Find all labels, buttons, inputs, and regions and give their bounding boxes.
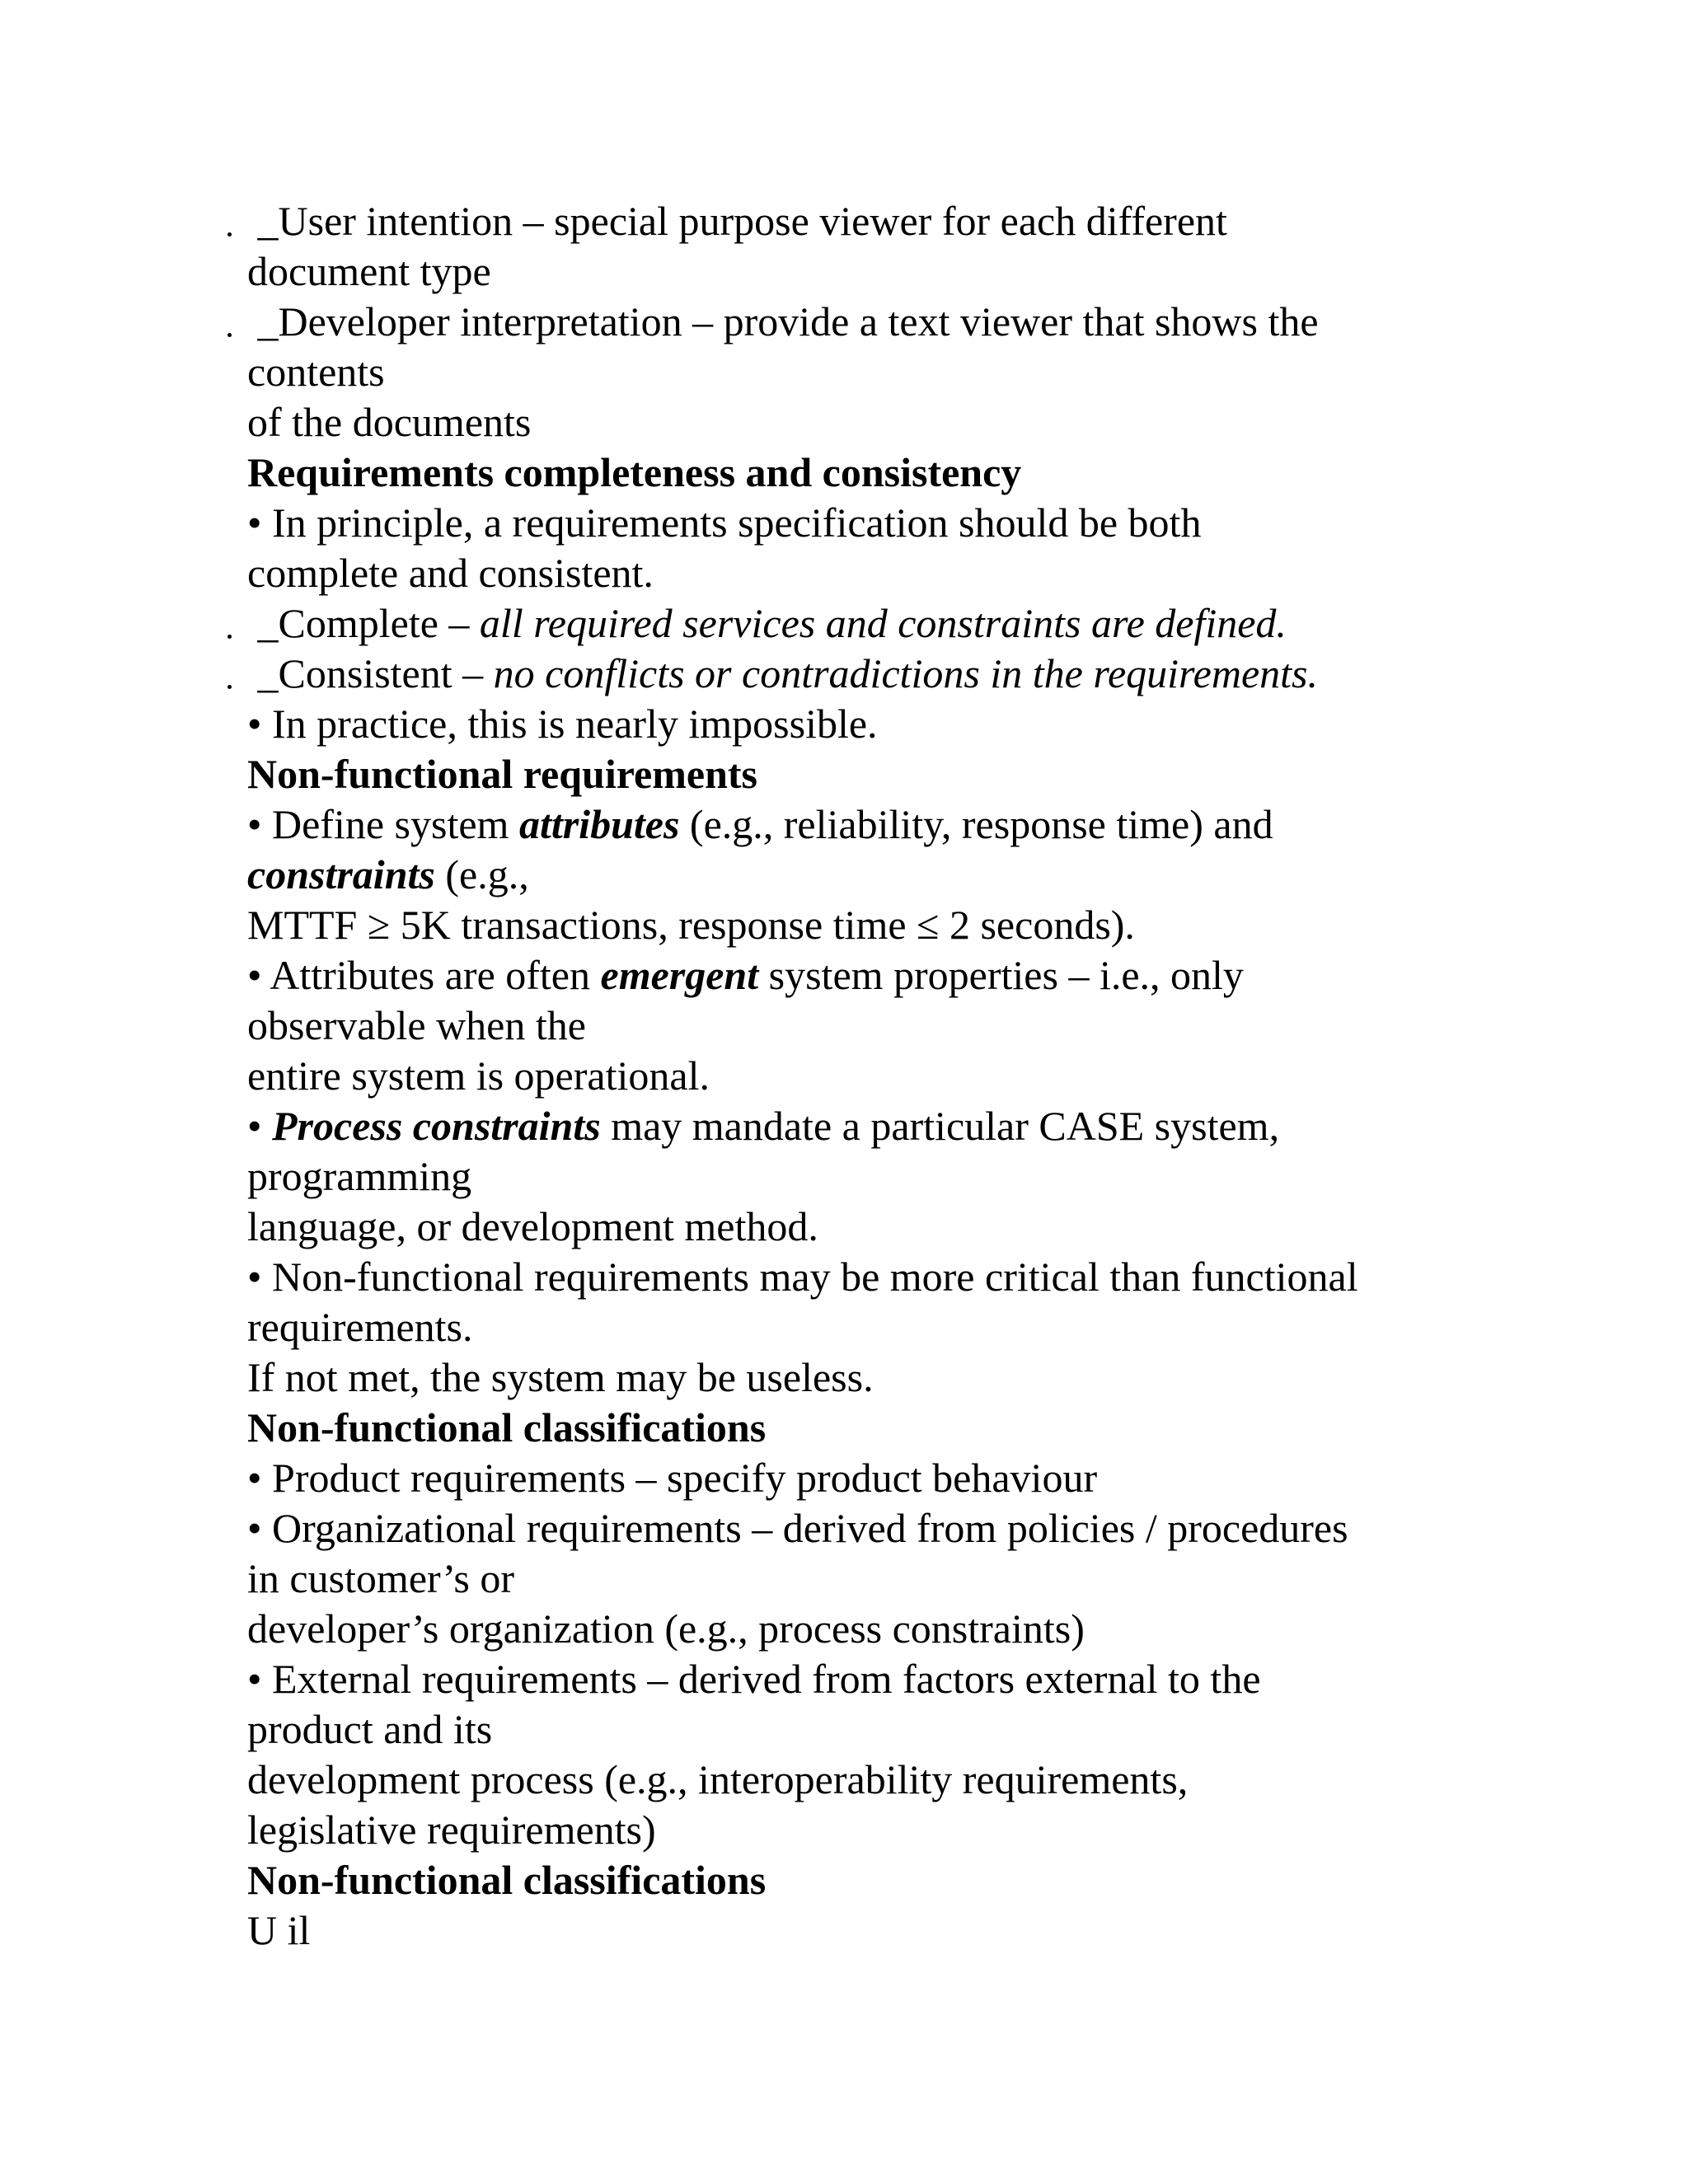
text-line [247,950,1484,1001]
text-segment: product and its [247,1706,493,1752]
text-segment: _Consistent – [247,650,494,696]
text-line [247,1604,1484,1654]
text-segment: system properties – i.e., only [758,952,1244,998]
text-segment: • External requirements – derived from factors external to the [247,1656,1261,1702]
text-line [247,1101,1484,1151]
text-line [247,699,1484,749]
emphasis-segment: Non-functional classifications [247,1404,767,1451]
text-line [247,1503,1484,1554]
text-line [247,498,1484,548]
text-line [247,1051,1484,1101]
text-line [247,1001,1484,1051]
text-segment: development process (e.g., interoperability requirements, [247,1756,1189,1802]
text-segment: _Complete – [247,600,480,646]
text-segment: complete and consistent. [247,550,654,596]
emphasis-segment: all required services and constraints are defined. [479,600,1287,646]
emphasis-segment: Requirements completeness and consistency [247,449,1022,495]
text-line [247,1252,1484,1302]
emphasis-segment: Process constraints [272,1103,601,1149]
text-segment: _User intention – special purpose viewer for each different [247,198,1227,244]
text-segment: • [247,1103,273,1149]
text-segment: legislative requirements) [247,1807,656,1853]
text-line [247,548,1484,598]
text-segment: • Non-functional requirements may be more critical than functional [247,1254,1358,1300]
text-line [247,850,1484,900]
text-segment: document type [247,248,491,294]
text-line [247,246,1484,297]
section-heading [247,1855,1484,1905]
text-line [247,900,1484,950]
text-line [247,1202,1484,1252]
text-line [247,1805,1484,1855]
bullet-dot-icon [227,232,232,237]
text-line [247,347,1484,397]
text-segment: U il [247,1907,311,1953]
text-segment: requirements. [247,1304,473,1350]
text-line [247,1755,1484,1805]
text-segment: in customer’s or [247,1555,515,1601]
text-line [247,598,1484,649]
text-line [247,196,1484,246]
text-line [247,397,1484,448]
emphasis-segment: constraints [247,851,435,898]
text-body [247,196,1484,1956]
emphasis-segment: no conflicts or contradictions in the requirements. [493,650,1318,696]
text-line [247,1352,1484,1403]
emphasis-segment: attributes [518,801,680,847]
text-segment: may mandate a particular CASE system, [600,1103,1280,1149]
section-heading [247,749,1484,799]
text-segment: language, or development method. [247,1203,818,1249]
text-segment: observable when the [247,1002,586,1048]
text-segment: • Define system [247,801,519,847]
bullet-dot-icon [227,635,232,639]
text-line [247,1905,1484,1956]
text-line [247,1302,1484,1352]
text-segment: contents [247,349,385,395]
text-segment: • Attributes are often [247,952,601,998]
emphasis-segment: emergent [600,952,759,998]
bullet-dot-icon [227,333,232,337]
text-line [247,1654,1484,1704]
text-line [247,297,1484,347]
text-segment: • In practice, this is nearly impossible. [247,701,878,747]
text-line [247,1453,1484,1503]
text-segment: • Organizational requirements – derived from policies / procedures [247,1505,1348,1551]
text-line [247,1554,1484,1604]
section-heading [247,1403,1484,1453]
text-segment: programming [247,1153,472,1199]
text-segment: (e.g., [434,851,529,898]
text-segment: entire system is operational. [247,1052,710,1099]
bullet-dot-icon [227,685,232,689]
text-segment: • Product requirements – specify product behaviour [247,1455,1098,1501]
text-line [247,1704,1484,1755]
text-segment: of the documents [247,399,532,445]
text-segment: developer’s organization (e.g., process constraints) [247,1605,1085,1652]
emphasis-segment: Non-functional classifications [247,1857,767,1903]
text-segment: If not met, the system may be useless. [247,1354,874,1400]
text-segment: MTTF ≥ 5K transactions, response time ≤ 2 seconds). [247,902,1135,948]
text-line [247,1151,1484,1202]
text-segment: • In principle, a requirements specification should be both [247,499,1202,546]
text-line [247,649,1484,699]
text-line [247,799,1484,850]
emphasis-segment: Non-functional requirements [247,751,757,797]
section-heading [247,448,1484,498]
text-segment: _Developer interpretation – provide a text viewer that shows the [247,298,1319,344]
text-segment: (e.g., reliability, response time) and [679,801,1273,847]
